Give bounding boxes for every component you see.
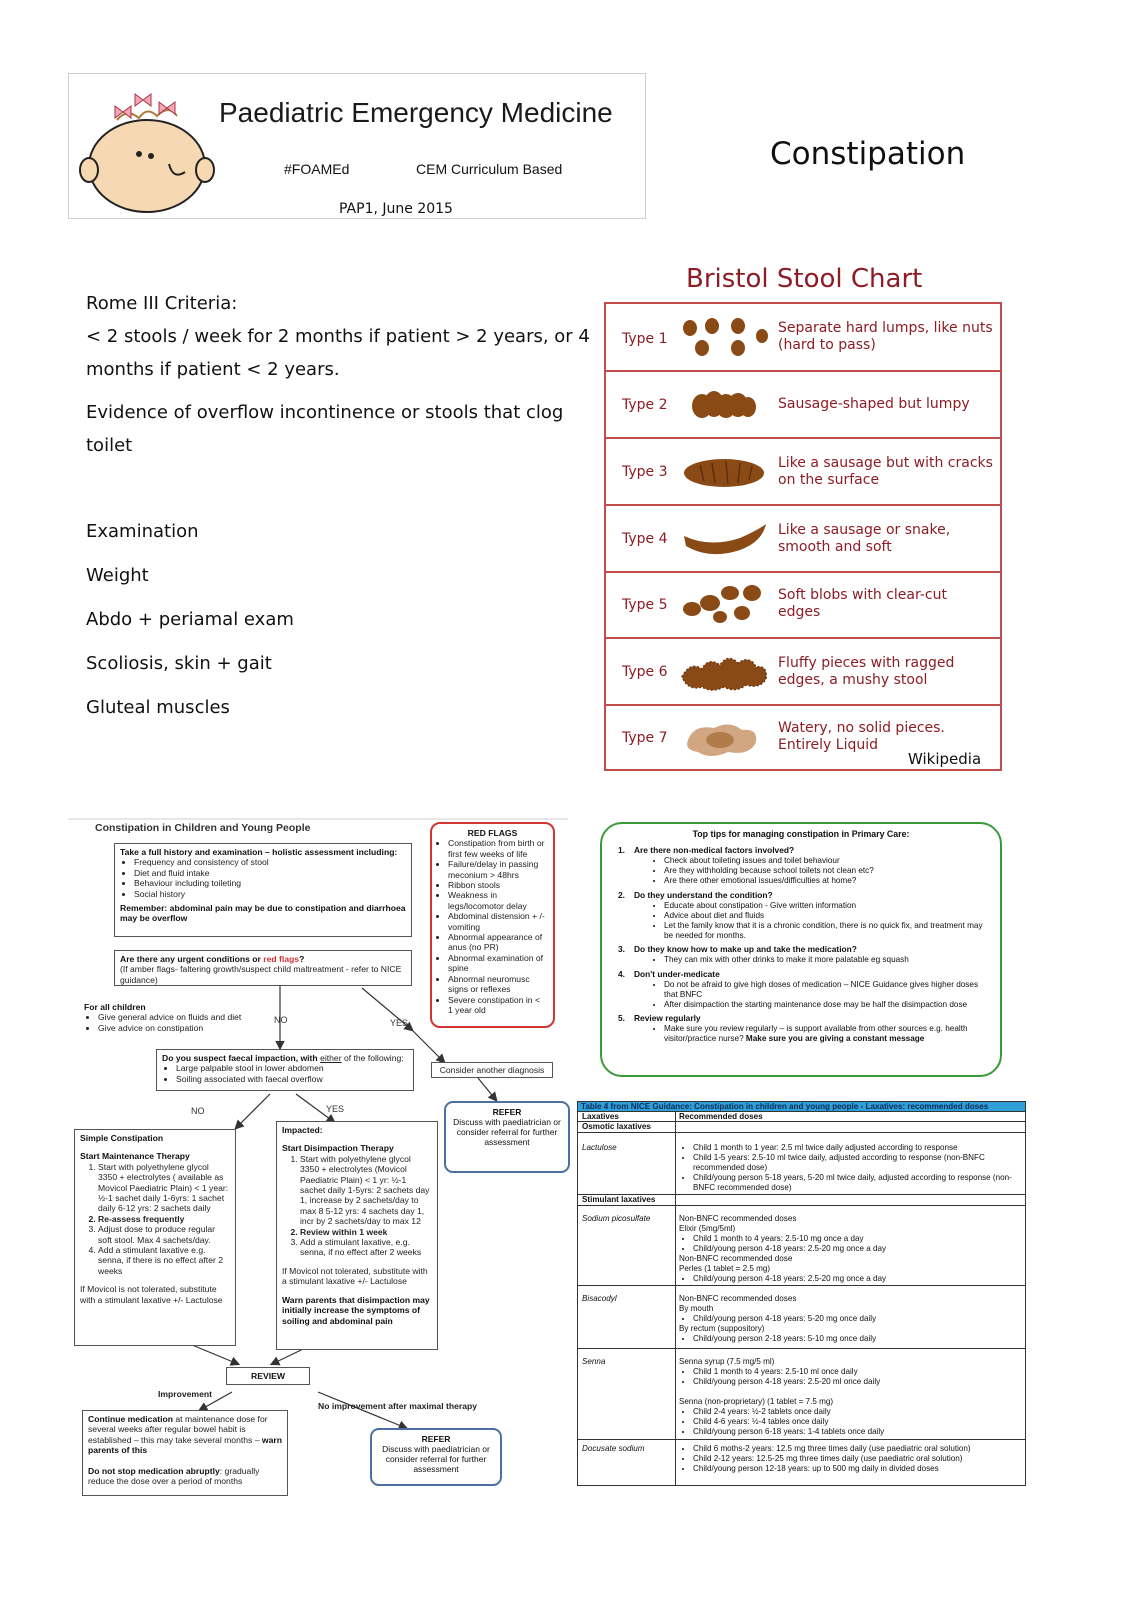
history-head: Take a full history and examination – holistic assessment including:: [120, 847, 398, 857]
flow-title: Constipation in Children and Young People: [95, 822, 311, 834]
banner-title: Paediatric Emergency Medicine: [219, 97, 613, 128]
tip-bullet: • Are there other emotional issues/difficulties at home?: [664, 876, 984, 886]
tip-bullet: • Educate about constipation - Give written information: [664, 901, 984, 911]
tip-bullet: • Are they withholding because school toilets not clean etc?: [664, 866, 984, 876]
impaction-either: either: [320, 1053, 342, 1063]
overflow-text: Evidence of overflow incontinence or stools that clog toilet: [86, 402, 564, 456]
urgent-question-red: red flags: [263, 954, 300, 964]
urgent-sub: (If amber flags- faltering growth/suspect child maltreatment - refer to NICE guidance): [120, 964, 402, 985]
table-row: [578, 1349, 1025, 1440]
tips-title: Top tips for managing constipation in Primary Care:: [692, 829, 910, 839]
bristol-chart: [604, 302, 1002, 771]
bristol-row: [606, 573, 1000, 639]
bristol-type: Type 6: [622, 664, 668, 680]
stool-type1-icon: [680, 316, 770, 360]
section-osmotic: Osmotic laxatives: [582, 1122, 651, 1131]
section-row: [578, 1122, 1025, 1133]
stop-text: : gradually reduce the dose over a period of months: [88, 1465, 260, 1487]
col-doses: Recommended doses: [679, 1112, 763, 1121]
impacted-box: [276, 1121, 438, 1350]
exam-item: Abdo + periamal exam: [86, 609, 294, 630]
drug-senna: Senna: [582, 1357, 606, 1366]
top-tips-box: [600, 822, 1002, 1077]
table-row: [578, 1206, 1025, 1286]
baby-face-icon: [77, 84, 217, 214]
for-all-children: [84, 1002, 254, 1033]
yes-label: YES: [326, 1104, 345, 1114]
nice-dose-table: [577, 1101, 1026, 1486]
bristol-row: [606, 506, 1000, 573]
refer2-text: Discuss with paediatrician or consider referral for further assessment: [382, 1444, 490, 1474]
bristol-source: Wikipedia: [908, 750, 982, 768]
exam-item: Scoliosis, skin + gait: [86, 653, 272, 674]
review-box: [226, 1367, 310, 1385]
refer-box: [444, 1101, 570, 1173]
curriculum-tag: CEM Curriculum Based: [416, 161, 563, 177]
red-flags-box: [430, 822, 555, 1028]
bristol-desc: Like a sausage or snake, smooth and soft: [778, 522, 951, 555]
dose-cell: • Child 1 month to 1 year: 2.5 ml twice daily adjusted according to response • Child 1-5 years: 2.5-10 ml twice daily, adjusted according to response (non-BNFC recommended dose) • Child/young person 5-18 years, 5-20 ml twice daily, adjusted according to response (non-BNFC recommended dose): [679, 1143, 1019, 1193]
red-flag-item: • Failure/delay in passing meconium > 48hrs: [448, 859, 547, 880]
bristol-desc: Like a sausage but with cracks on the surface: [778, 455, 993, 488]
impacted-head: Impacted:: [282, 1125, 323, 1135]
impacted-warn: Warn parents that disimpaction may initially increase the symptoms of soiling and abdominal pain: [282, 1294, 430, 1326]
simple-step: 3. Adjust dose to produce regular soft stool. Max 4 sachets/day.: [98, 1224, 230, 1245]
simple-note: If Movicol is not tolerated, substitute with a stimulant laxative +/- Lactulose: [80, 1284, 223, 1305]
dose-cell: Non-BNFC recommended doses By mouth • Child/young person 4-18 years: 5-20 mg once daily By rectum (suppository) • Child/young person 2-18 years: 5-10 mg once daily: [679, 1294, 1019, 1344]
tip-bullet: • Make sure you review regularly – is support available from other sources e.g. health visitor/practice nurse? Make sure you are giving a constant message: [664, 1024, 984, 1044]
col-laxatives: Laxatives: [582, 1112, 619, 1121]
bristol-type: Type 5: [622, 597, 668, 613]
urgent-question-end: ?: [299, 954, 305, 964]
red-flag-item: • Abdominal distension + /-vomiting: [448, 911, 547, 932]
table-row: [578, 1286, 1025, 1349]
tip-heading: 1. Are there non-medical factors involved?: [618, 845, 795, 855]
bristol-type: Type 2: [622, 397, 668, 413]
tip-heading: 4. Don't under-medicate: [618, 968, 720, 979]
exam-item: Gluteal muscles: [86, 697, 230, 718]
red-flag-item: • Ribbon stools: [448, 880, 547, 890]
bristol-row: [606, 639, 1000, 706]
tip-bullet: • They can mix with other drinks to make it more palatable eg squash: [664, 955, 984, 965]
exam-item: Examination: [86, 521, 199, 542]
bristol-desc: Sausage-shaped but lumpy: [778, 396, 970, 412]
tip-bullet: • Advice about diet and fluids: [664, 911, 984, 921]
history-item: • Frequency and consistency of stool: [134, 857, 406, 867]
no-improvement-label: No improvement after maximal therapy: [318, 1401, 478, 1411]
impacted-note: If Movicol not tolerated, substitute with a stimulant laxative +/- Lactulose: [282, 1265, 428, 1287]
for-all-head: For all children: [84, 1002, 146, 1012]
impaction-question: Do you suspect faecal impaction, with: [162, 1053, 321, 1063]
red-flags-title: RED FLAGS: [467, 828, 518, 838]
no-label: NO: [191, 1106, 205, 1116]
bristol-row: [606, 439, 1000, 506]
dose-cell: Non-BNFC recommended doses Elixir (5mg/5ml) • Child 1 month to 4 years: 2.5-10 mg once a day • Child/young person 4-18 years: 2.5-20 mg once a day Non-BNFC recommended dose Perles (1 tablet = 2.5 mg) • Child/young person 4-18 years: 2.5-20 mg once a day: [679, 1214, 1019, 1284]
tip-heading: 5. Review regularly: [618, 1013, 701, 1024]
bristol-type: Type 7: [622, 730, 668, 746]
refer-box-2: [370, 1428, 502, 1486]
refer2-head: REFER: [421, 1434, 451, 1444]
refer-head: REFER: [492, 1107, 522, 1117]
red-flag-item: • Weakness in legs/locomotor delay: [448, 890, 547, 911]
drug-sodium-picosulfate: Sodium picosulfate: [582, 1214, 651, 1223]
bristol-row: [606, 304, 1000, 372]
banner-date: PAP1, June 2015: [339, 201, 453, 217]
continue-text: at maintenance dose for several weeks after regular bowel habit is established – this may take several months –: [88, 1414, 268, 1445]
exam-item: Weight: [86, 565, 149, 586]
red-flag-item: • Severe constipation in < 1 year old: [448, 995, 547, 1016]
simple-step: 2. Re-assess frequently: [98, 1214, 230, 1224]
table-row: [578, 1133, 1025, 1195]
drug-bisacodyl: Bisacodyl: [582, 1294, 617, 1303]
stool-type4-icon: [680, 518, 770, 562]
simple-head: Simple Constipation: [80, 1133, 164, 1143]
review-label: REVIEW: [251, 1371, 285, 1381]
tip-heading: 2. Do they understand the condition?: [618, 889, 773, 900]
red-flag-item: • Abnormal examination of spine: [448, 953, 547, 974]
yes-label: YES: [390, 1018, 409, 1028]
bristol-desc: Watery, no solid pieces. Entirely Liquid: [778, 720, 945, 753]
history-remember: Remember: abdominal pain may be due to constipation and diarrhoea may be overflow: [120, 903, 406, 924]
for-all-item: • Give general advice on fluids and diet: [98, 1012, 254, 1022]
no-label: NO: [274, 1015, 288, 1025]
tip-bullet: • Do not be afraid to give high doses of medication – NICE Guidance gives higher doses that BNFC: [664, 980, 984, 1000]
bristol-title: Bristol Stool Chart: [686, 264, 923, 294]
section-row: [578, 1195, 1025, 1206]
improvement-label: Improvement: [158, 1389, 212, 1399]
header-banner: [68, 73, 646, 219]
continue-warn: warn parents of this: [88, 1434, 282, 1456]
bristol-desc: Soft blobs with clear-cut edges: [778, 587, 947, 620]
other-diagnosis-box: Consider another diagnosis: [431, 1062, 553, 1078]
stool-type6-icon: [680, 651, 770, 695]
red-flag-item: • Constipation from birth or first few weeks of life: [448, 838, 547, 859]
for-all-item: • Give advice on constipation: [98, 1023, 254, 1033]
simple-sub: Start Maintenance Therapy: [80, 1151, 190, 1162]
tip-bullet: • Check about toileting issues and toilet behaviour: [664, 856, 984, 866]
impacted-step: 2. Review within 1 week: [300, 1227, 432, 1237]
impacted-step: 1. Start with polyethylene glycol 3350 + electrolytes (Movicol Paediatric Plain) < 1 yr: ½-1 sachet daily 1-5yrs: 2 sachets day 1, increase by 2 sachets/day to max 8 5-12 yrs: 4 sachets day 1, incr by 2 sachets/day to max 12: [300, 1154, 432, 1227]
tip-heading: 3. Do they know how to make up and take the medication?: [618, 944, 857, 955]
tip-bullet: • After disimpaction the starting maintenance dose may be half the disimpaction dose: [664, 1000, 984, 1010]
urgent-question: Are there any urgent conditions or: [120, 954, 264, 964]
drug-lactulose: Lactulose: [582, 1143, 617, 1152]
section-stimulant: Stimulant laxatives: [582, 1195, 656, 1204]
red-flag-item: • Abnormal neuromusc signs or reflexes: [448, 974, 547, 995]
stool-type2-icon: [680, 384, 770, 428]
impacted-step: 3. Add a stimulant laxative, e.g. senna, if no effect after 2 weeks: [300, 1237, 432, 1258]
impaction-question-end: of the following:: [341, 1053, 404, 1063]
dose-cell: • Child 6 moths-2 years: 12.5 mg three times daily (use paediatric oral solution) • Child 2-12 years: 12.5-25 mg three times daily (use paediatric oral solution) • Child/young person 12-18 years: up to 500 mg daily in divided doses: [679, 1444, 1019, 1474]
history-box: [114, 843, 412, 937]
impaction-item: • Large palpable stool in lower abdomen: [176, 1063, 408, 1073]
foamed-tag: #FOAMEd: [284, 161, 350, 177]
history-item: • Diet and fluid intake: [134, 868, 406, 878]
bristol-type: Type 3: [622, 464, 668, 480]
rome-text: < 2 stools / week for 2 months if patient > 2 years, or 4 months if patient < 2 years.: [86, 326, 590, 380]
refer-text: Discuss with paediatrician or consider referral for further assessment: [453, 1117, 561, 1147]
tip-bullet: • Let the family know that it is a chronic condition, there is no quick fix, and treatment may be needed for months.: [664, 921, 984, 941]
nice-caption: Table 4 from NICE Guidance: Constipation in children and young people - Laxatives: recommended doses: [578, 1102, 1025, 1112]
continue-head: Continue medication: [88, 1414, 173, 1424]
drug-docusate-sodium: Docusate sodium: [582, 1444, 645, 1453]
bristol-desc: Fluffy pieces with ragged edges, a mushy stool: [778, 655, 955, 688]
rome-heading: Rome III Criteria:: [86, 293, 238, 314]
urgent-question-box: [114, 950, 412, 986]
stop-head: Do not stop medication abruptly: [88, 1465, 220, 1476]
simple-step: 4. Add a stimulant laxative e.g. senna, if there is no effect after 2 weeks: [98, 1245, 230, 1276]
impaction-item: • Soiling associated with faecal overflow: [176, 1074, 408, 1084]
dose-cell: Senna syrup (7.5 mg/5 ml) • Child 1 month to 4 years: 2.5-10 ml once daily • Child/young person 4-18 years: 2.5-20 ml once daily Senna (non-proprietary) (1 tablet = 7.5 mg) • Child 2-4 years: ½-2 tablets once daily • Child 4-6 years: ½-4 tables once daily • Child/young person 6-18 years: 1-4 tablets once daily: [679, 1357, 1019, 1437]
red-flag-item: • Abnormal appearance of anus (no PR): [448, 932, 547, 953]
page-title: Constipation: [770, 136, 966, 172]
simple-step: 1. Start with polyethylene glycol 3350 + electrolytes ( available as Movicol Paediatric Plain) < 1 year: ½-1 sachet daily 1-6yrs: 1 sachet daily 6-12 yrs: 2 sachets daily: [98, 1162, 230, 1214]
bristol-type: Type 4: [622, 531, 668, 547]
stool-type7-icon: [680, 716, 770, 760]
stool-type5-icon: [680, 583, 770, 627]
impacted-sub: Start Disimpaction Therapy: [282, 1143, 394, 1154]
continue-box: [82, 1410, 288, 1496]
impaction-question-box: [156, 1049, 414, 1091]
bristol-desc: Separate hard lumps, like nuts (hard to pass): [778, 320, 993, 353]
history-item: • Behaviour including toileting: [134, 878, 406, 888]
history-item: • Social history: [134, 889, 406, 899]
stool-type3-icon: [680, 451, 770, 495]
simple-constipation-box: [74, 1129, 236, 1346]
table-row: [578, 1440, 1025, 1486]
table-header-row: [578, 1112, 1025, 1122]
bristol-row: [606, 372, 1000, 439]
bristol-type: Type 1: [622, 331, 668, 347]
